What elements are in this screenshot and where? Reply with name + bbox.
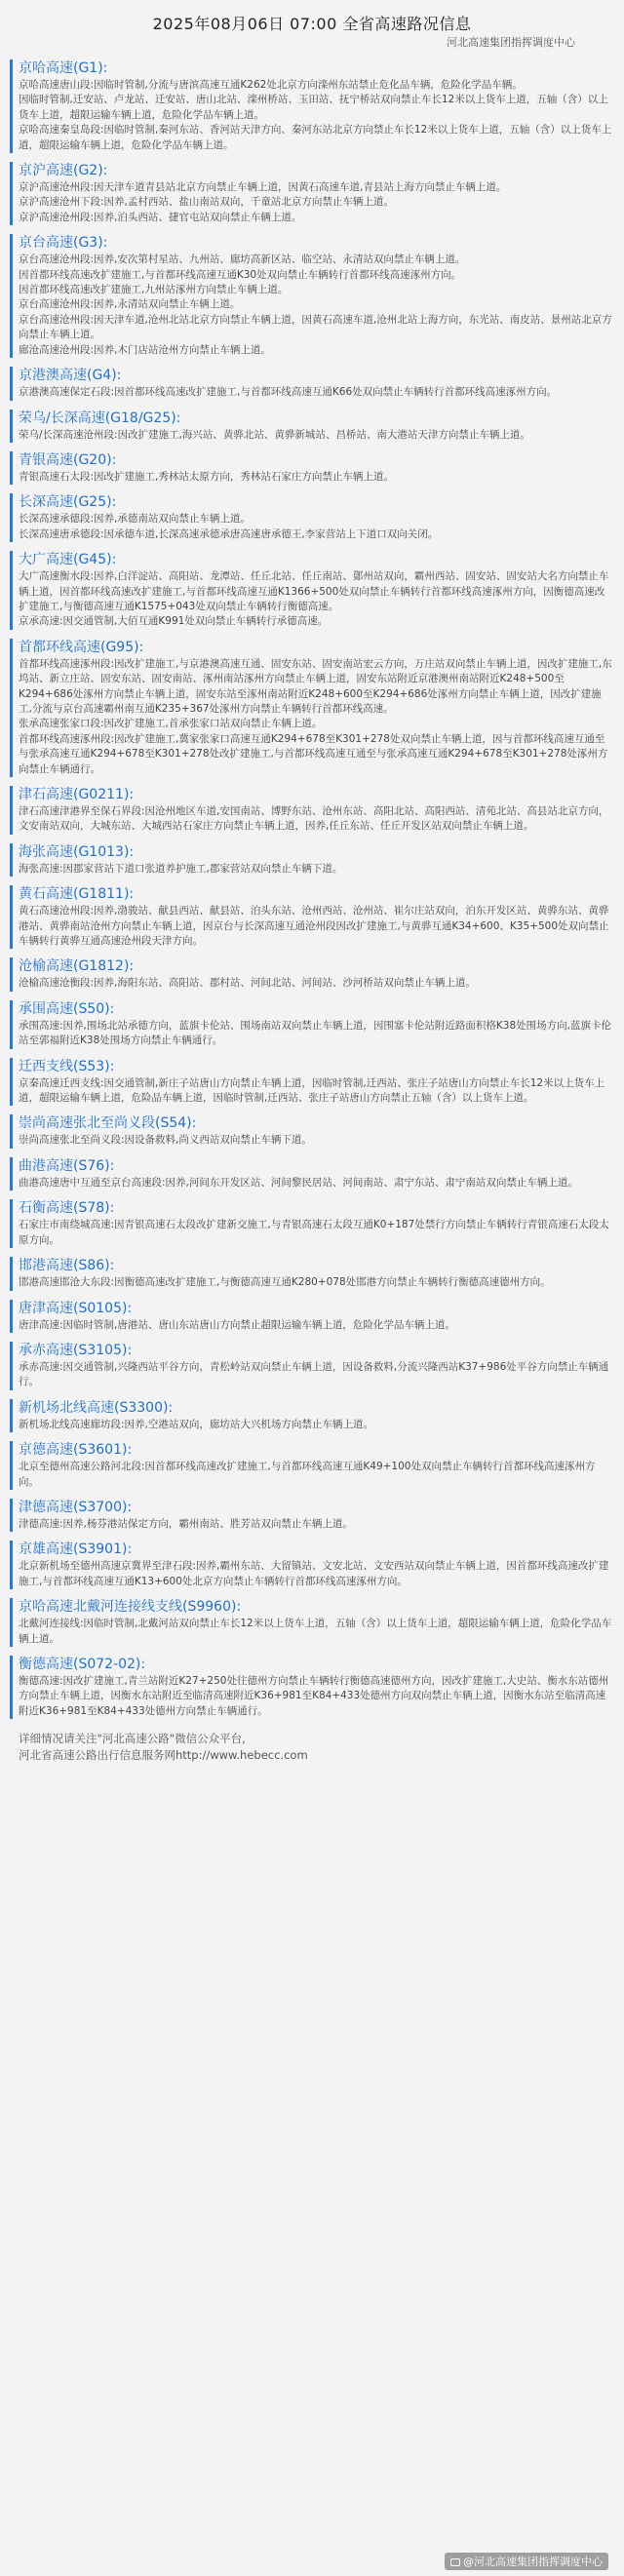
- section-title: 京哈高速(G1):: [19, 60, 108, 76]
- section-title: 长深高速(G25):: [19, 494, 117, 511]
- page-title: 2025年08月06日 07:00 全省高速路况信息: [152, 15, 472, 33]
- section-body: [19, 1133, 614, 1148]
- section-line: 京台高速沧州段:因养,安次第村星站、九州站、廊坊高新区站、临空站、永清站双向禁止车辆上道。: [19, 254, 466, 266]
- section-line: 京哈高速秦皇岛段:因临时管制,秦河东站、香河站天津方向、秦河东站北京方向禁止车长12米以上货车上道，五轴（含）以上货车上道，超限运输车辆上道，危险化学品车辆上道。: [19, 124, 612, 151]
- section-line: 京承高速:因交通管制,大佰互通K991处双向禁止车辆转行承德高速。: [19, 615, 329, 628]
- section-title: 崇尚高速张北至尚义段(S54):: [19, 1115, 197, 1132]
- section-title: 唐津高速(S0105):: [19, 1300, 133, 1316]
- footer: [10, 1731, 614, 1764]
- camera-icon: [450, 2558, 460, 2566]
- road-section: [10, 957, 614, 991]
- section-title: 京雄高速(S3901):: [19, 1542, 133, 1558]
- watermark: [445, 2553, 608, 2570]
- section-line: 京哈高速唐山段:因临时管制,分流与唐滨高速互通K262处北京方向滦州东站禁止危化品车辆，危险化学品车辆。: [19, 79, 523, 91]
- section-title: 首都环线高速(G95):: [19, 639, 144, 655]
- section-body: [19, 569, 614, 630]
- section-line: 因首都环线高速改扩建施工,九州站涿州方向禁止车辆上道。: [19, 284, 289, 296]
- section-line: 首都环线高速涿州段:因改扩建施工,冀家张家口高速互通K294+678至K301+278处双向禁止车辆上道，因与首都环线高速互通至与张承高速互通K294+678至K301+278处改扩建施工,与首都环线高速互通至与张承高速互通K294+678至K301+278处涿州方向禁止车辆通行。: [19, 732, 608, 775]
- section-title: 京台高速(G3):: [19, 235, 108, 252]
- section-line: 京沪高速沧州段:因养,泊头西站、捷官屯站双向禁止车辆上道。: [19, 211, 302, 223]
- section-body: [19, 512, 614, 542]
- section-title: 迁西支线(S53):: [19, 1058, 115, 1074]
- section-body: [19, 1418, 614, 1432]
- section-body: [19, 1218, 614, 1248]
- section-body: [19, 1176, 614, 1190]
- section-line: 大广高速衡水段:因养,白洋淀站、高阳站、龙潭站、任丘北站、任丘南站、鄚州站双向，霸州西站、固安站、固安站大名方向禁止车辆上道，因首都环线高速改扩建施工,与首都环线高速互通K1366+500处双向禁止车辆转行首都环线高速涿州方向，因衡德高速改扩建施工,与衡德高速互通K1575+043处双向禁止车辆转行衡德高速。: [19, 570, 609, 612]
- section-title: 大广高速(G45):: [19, 552, 117, 568]
- section-line: 廊沧高速沧州段:因养,木门店站沧州方向禁止车辆上道。: [19, 343, 271, 356]
- road-section: [10, 1342, 614, 1390]
- road-section: [10, 1598, 614, 1647]
- section-title: 津石高速(G0211):: [19, 787, 135, 802]
- section-body: [19, 1076, 614, 1107]
- road-section: [10, 1399, 614, 1432]
- section-body: [19, 470, 614, 485]
- section-line: 唐津高速:因临时管制,唐港站、唐山东站唐山方向禁止超限运输车辆上道，危险化学品车辆上道。: [19, 1318, 455, 1331]
- section-body: [19, 1275, 614, 1290]
- sections-list: [10, 59, 614, 1719]
- section-body: [19, 1360, 614, 1390]
- section-body: [19, 1674, 614, 1719]
- section-line: 海张高速:因郡家营站下道口张道养护施工,郡家营站双向禁止车辆下道。: [19, 862, 343, 875]
- section-line: 长深高速唐承德段:因承德车道,长深高速承德承唐高速唐承德王,李家营站上下道口双向关闭。: [19, 527, 439, 540]
- section-line: 荣乌/长深高速沧州段:因改扩建施工,海兴站、黄骅北站、黄骅新城站、昌桥站、南大港站天津方向禁止车辆上道。: [19, 428, 530, 441]
- road-section: [10, 1499, 614, 1532]
- section-line: 北京至德州高速公路河北段:因首都环线高速改扩建施工,与首都环线高速互通K49+100处双向禁止车辆转行首都环线高速涿州方向。: [19, 1461, 596, 1488]
- road-section: [10, 1300, 614, 1333]
- road-section: [10, 885, 614, 949]
- section-line: 新机场北线高速廊坊段:因养,空港站双向，廊坊站大兴机场方向禁止车辆上道。: [19, 1418, 373, 1430]
- section-title: 京港澳高速(G4):: [19, 368, 122, 384]
- section-body: [19, 862, 614, 877]
- section-body: [19, 1460, 614, 1490]
- section-title: 邯港高速(S86):: [19, 1258, 115, 1274]
- section-title: 石衡高速(S78):: [19, 1200, 115, 1217]
- section-title: 曲港高速(S76):: [19, 1157, 115, 1174]
- road-section: [10, 1114, 614, 1148]
- section-title: 承围高速(S50):: [19, 1000, 115, 1017]
- section-line: 京沪高速沧州下段:因养,孟村西站、盐山南站双向，千童站北京方向禁止车辆上道。: [19, 196, 394, 209]
- section-title: 京沪高速(G2):: [19, 163, 108, 179]
- road-section: [10, 1199, 614, 1248]
- section-line: 京港澳高速保定石段:因首都环线高速改扩建施工,与首都环线高速互通K66处双向禁止车辆转行首都环线高速涿州方向。: [19, 386, 558, 399]
- section-title: 荣乌/长深高速(G18/G25):: [19, 410, 181, 426]
- section-body: [19, 1617, 614, 1647]
- section-line: 张承高速张家口段:因改扩建施工,首承张家口站双向禁止车辆上道。: [19, 718, 323, 730]
- road-section: [10, 1058, 614, 1107]
- section-line: 承围高速:因养,围场北站承德方向，蓝旗卡伦站、围场南站双向禁止车辆上道，因围塞卡伦站附近路面积格K38处围场方向,蓝旗卡伦站至郭福附近K38处围场方向禁止车辆通行。: [19, 1019, 611, 1047]
- section-body: [19, 1019, 614, 1049]
- road-section: [10, 1257, 614, 1290]
- section-line: 石家庄市南绕城高速:因青银高速石太段改扩建新交施工,与青银高速石太段互通K0+187处禁行方向禁止车辆转行青银高速石太段太原方向。: [19, 1219, 609, 1246]
- road-section: [10, 551, 614, 630]
- section-title: 海张高速(G1013):: [19, 843, 135, 860]
- section-title: 新机场北线高速(S3300):: [19, 1399, 174, 1416]
- section-body: [19, 1559, 614, 1589]
- section-line: 曲港高速唐中互通至京台高速段:因养,河间东开发区站、河间黎民居站、河间南站、肃宁东站、肃宁南站双向禁止车辆上道。: [19, 1176, 578, 1189]
- section-line: 首都环线高速涿州段:因改扩建施工,与京港澳高速互通、固安东站、固安南站宏云方向，万庄站双向禁止车辆上道，因改扩建施工,东坞站、新立庄站、固安东站、固安南站、涿州南站涿州方向禁止车辆上道，固安东站附近京港澳州南站附近K248+500至K294+686处涿州方向禁止车辆上道，固安东站至涿州南站附近K248+600至K294+686处涿州方向禁止车辆上道，因改扩建施工,分流与京台高速霸州南互通K235+367处涿州方向禁止车辆转行首都环线高速。: [19, 657, 612, 715]
- section-body: [19, 78, 614, 153]
- section-title: 沧榆高速(G1812):: [19, 958, 135, 975]
- road-section: [10, 1656, 614, 1719]
- road-section: [10, 639, 614, 777]
- section-body: [19, 253, 614, 358]
- section-title: 京德高速(S3601):: [19, 1442, 133, 1459]
- road-section: [10, 234, 614, 358]
- section-line: 因临时管制,迁安站、卢龙站、迁安站、唐山北站、滦州桥站、玉田站、抚宁桥站双向禁止车长12米以上货车上道，五轴（含）以上货车上道，超限运输车辆上道，危险化学品车辆上道。: [19, 94, 608, 121]
- road-section: [10, 1441, 614, 1490]
- section-title: 衡德高速(S072-02):: [19, 1656, 146, 1672]
- section-title: 津德高速(S3700):: [19, 1499, 133, 1515]
- road-section: [10, 1000, 614, 1049]
- road-section: [10, 367, 614, 400]
- section-body: [19, 385, 614, 400]
- section-line: 承赤高速:因交通管制,兴隆西站平谷方向，青松岭站双向禁止车辆上道，因设备救料,分流兴隆西站K37+986处平谷方向禁止车辆通行。: [19, 1360, 609, 1388]
- road-section: [10, 1541, 614, 1589]
- section-body: [19, 180, 614, 225]
- section-body: [19, 428, 614, 443]
- footer-line-1: 详细情况请关注"河北高速公路"微信公众平台,: [19, 1732, 246, 1746]
- section-line: 衡德高速:因改扩建施工,青兰站附近K27+250处往德州方向禁止车辆转行衡德高速德州方向，因改扩建施工,大史站、衡水东站德州方向禁止车辆上道，因衡水东站附近至临清高速附近K36+981至K84+433处德州方向双向禁止车辆上道，因衡水东站至临清高速附近K36+981至K84+433处德州方向禁止车辆通行。: [19, 1674, 609, 1717]
- road-section: [10, 493, 614, 542]
- section-body: [19, 904, 614, 949]
- section-body: [19, 657, 614, 777]
- road-section: [10, 59, 614, 153]
- section-title: 黄石高速(G1811):: [19, 886, 135, 903]
- section-line: 崇尚高速张北至尚义段:因设备救料,尚义西站双向禁止车辆下道。: [19, 1134, 312, 1147]
- road-section: [10, 162, 614, 225]
- section-body: [19, 1318, 614, 1333]
- road-section: [10, 1157, 614, 1190]
- section-line: 青银高速石太段:因改扩建施工,秀林站太原方向，秀林站石家庄方向禁止车辆上道。: [19, 470, 394, 483]
- section-line: 京秦高速迁西支线:因交通管制,新庄子站唐山方向禁止车辆上道，因临时管制,迁西站、张庄子站唐山方向禁止车长12米以上货车上道，超限运输车辆上道，危险品车辆上道，因临时管制,迁西站、张庄子站唐山方向禁止五轴（含）以上货车上道。: [19, 1076, 605, 1105]
- section-line: 北京新机场至德州高速京冀界至津石段:因养,霸州东站、大留镇站、文安北站、文安西站双向禁止车辆上道，因首都环线高速改扩建施工,与首都环线高速互通K13+600处北京方向禁止车辆转行首都环线高速涿州方向。: [19, 1560, 609, 1587]
- page-subtitle: 河北高速集团指挥调度中心: [447, 36, 575, 49]
- header: [10, 14, 614, 51]
- footer-line-2[interactable]: 河北省高速公路出行信息服务网http://www.hebecc.com: [19, 1748, 308, 1763]
- section-line: 京台高速沧州段:因天津车道,沧州北站北京方向禁止车辆上道，因黄石高速车道,沧州北站上海方向，东光站、南皮站、景州站北京方向禁止车辆上道。: [19, 313, 612, 341]
- watermark-text: @河北高速集团指挥调度中心: [463, 2556, 603, 2568]
- section-title: 承赤高速(S3105):: [19, 1342, 133, 1358]
- section-line: 京沪高速沧州段:因天津车道青县站北京方向禁止车辆上道，因黄石高速车道,青县站上海方向禁止车辆上道。: [19, 181, 507, 194]
- section-line: 津德高速:因养,杨芬港站保定方向，霸州南站、胜芳站双向禁止车辆上道。: [19, 1517, 353, 1530]
- section-line: 黄石高速沧州段:因养,渤骏站、献县西站、献县站、泊头东站、沧州西站、沧州站、崔尔庄站双向，泊东开发区站、黄骅东站、黄骅港站、黄骅南站沧州方向禁止车辆上道，因京台与长深高速互通沧州段因改扩建施工,与黄骅互通K34+600、K35+500处双向禁止车辆转行黄骅互通高速沧州段天津方向。: [19, 905, 609, 948]
- road-section: [10, 410, 614, 443]
- section-body: [19, 804, 614, 835]
- section-line: 津石高速津港界至保石界段:因沧州地区车道,安国南站、博野东站、沧州东站、高阳北站、高阳西站、清苑北站、高县站北京方向，文安南站双向，大城东站、大城西站石家庄方向禁止车辆上道，因养,任丘东站、任丘开发区站双向禁止车辆上道。: [19, 805, 609, 833]
- section-line: 长深高速承德段:因养,承德南站双向禁止车辆上道。: [19, 513, 251, 526]
- section-body: [19, 976, 614, 991]
- section-line: 京台高速沧州段:因养,永清站双向禁止车辆上道。: [19, 298, 241, 311]
- section-title: 青银高速(G20):: [19, 451, 117, 468]
- road-section: [10, 451, 614, 485]
- section-line: 邯港高速邯沧大东段:因衡德高速改扩建施工,与衡德高速互通K280+078处邯港方向禁止车辆转行衡德高速德州方向。: [19, 1276, 551, 1289]
- road-section: [10, 786, 614, 835]
- section-title: 京哈高速北戴河连接线支线(S9960):: [19, 1599, 242, 1616]
- section-line: 沧榆高速沧衡段:因养,海阳东站、高阳站、郡村站、河间北站、河间站、沙河桥站双向禁止车辆上道。: [19, 977, 476, 990]
- section-body: [19, 1517, 614, 1532]
- road-section: [10, 843, 614, 877]
- section-line: 北戴河连接线:因临时管制,北戴河站双向禁止车长12米以上货车上道，五轴（含）以上货车上道，超限运输车辆上道，危险化学品车辆上道。: [19, 1618, 612, 1645]
- section-line: 因首都环线高速改扩建施工,与首都环线高速互通K30处双向禁止车辆转行首都环线高速涿州方向。: [19, 268, 462, 281]
